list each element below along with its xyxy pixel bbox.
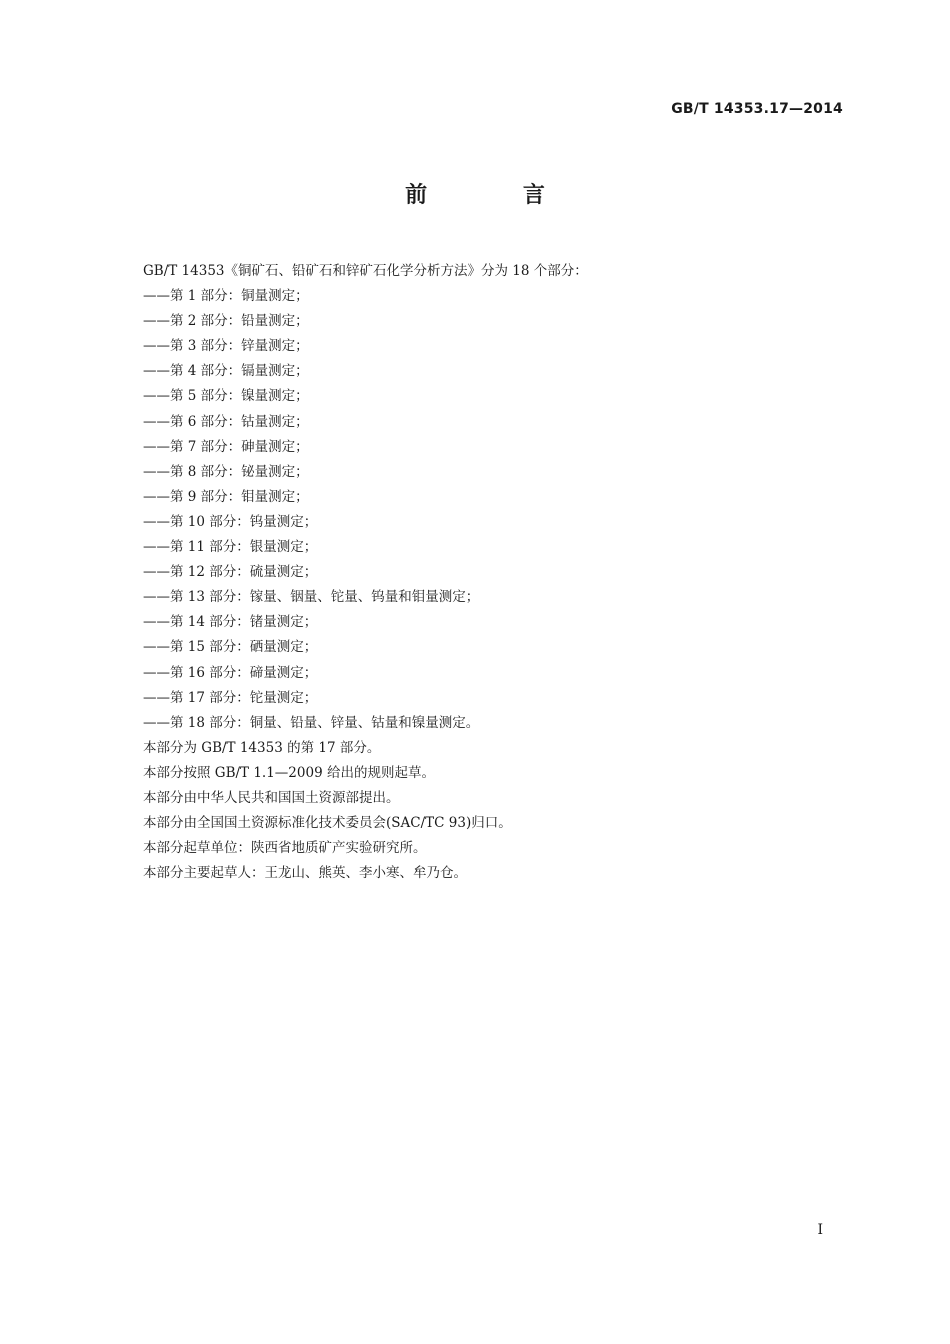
part-list-item: ——第 15 部分：硒量测定； <box>143 639 318 656</box>
intro-paragraph: GB/T 14353《铜矿石、铅矿石和锌矿石化学分析方法》分为 18 个部分： <box>143 263 588 279</box>
part-list-item: ——第 2 部分：铅量测定； <box>143 313 309 330</box>
statement-paragraph: 本部分起草单位：陕西省地质矿产实验研究所。 <box>143 840 427 857</box>
statement-paragraph: 本部分主要起草人：王龙山、熊英、李小寒、牟乃仓。 <box>143 865 467 882</box>
part-list-item: ——第 5 部分：镍量测定； <box>143 388 309 405</box>
statement-paragraph: 本部分由中华人民共和国国土资源部提出。 <box>143 789 400 806</box>
part-list-item: ——第 9 部分：钼量测定； <box>143 488 309 505</box>
part-list-item: ——第 12 部分：硫量测定； <box>143 564 318 581</box>
part-list-item: ——第 1 部分：铜量测定； <box>143 288 309 305</box>
part-list-item: ——第 6 部分：钴量测定； <box>143 413 309 430</box>
standard-number: GB/T 14353.17—2014 <box>671 101 843 117</box>
statement-paragraph: 本部分为 GB/T 14353 的第 17 部分。 <box>143 739 381 756</box>
statement-paragraph: 本部分按照 GB/T 1.1—2009 给出的规则起草。 <box>143 764 435 781</box>
part-list-item: ——第 4 部分：镉量测定； <box>143 363 309 380</box>
part-list-item: ——第 11 部分：银量测定； <box>143 539 318 556</box>
part-list-item: ——第 16 部分：碲量测定； <box>143 664 318 681</box>
part-list-item: ——第 14 部分：锗量测定； <box>143 614 318 631</box>
part-list-item: ——第 10 部分：钨量测定； <box>143 513 318 530</box>
statement-paragraph: 本部分由全国国土资源标准化技术委员会(SAC/TC 93)归口。 <box>143 815 512 832</box>
part-list-item: ——第 7 部分：砷量测定； <box>143 438 309 455</box>
page-title: 前 言 <box>405 183 589 208</box>
part-list-item: ——第 17 部分：铊量测定； <box>143 689 318 706</box>
part-list-item: ——第 18 部分：铜量、铅量、锌量、钴量和镍量测定。 <box>143 714 480 731</box>
page-number: I <box>817 1222 823 1238</box>
part-list-item: ——第 13 部分：镓量、铟量、铊量、钨量和钼量测定； <box>143 589 480 606</box>
part-list-item: ——第 3 部分：锌量测定； <box>143 338 309 355</box>
foreword-body <box>143 259 843 886</box>
part-list-item: ——第 8 部分：铋量测定； <box>143 463 309 480</box>
